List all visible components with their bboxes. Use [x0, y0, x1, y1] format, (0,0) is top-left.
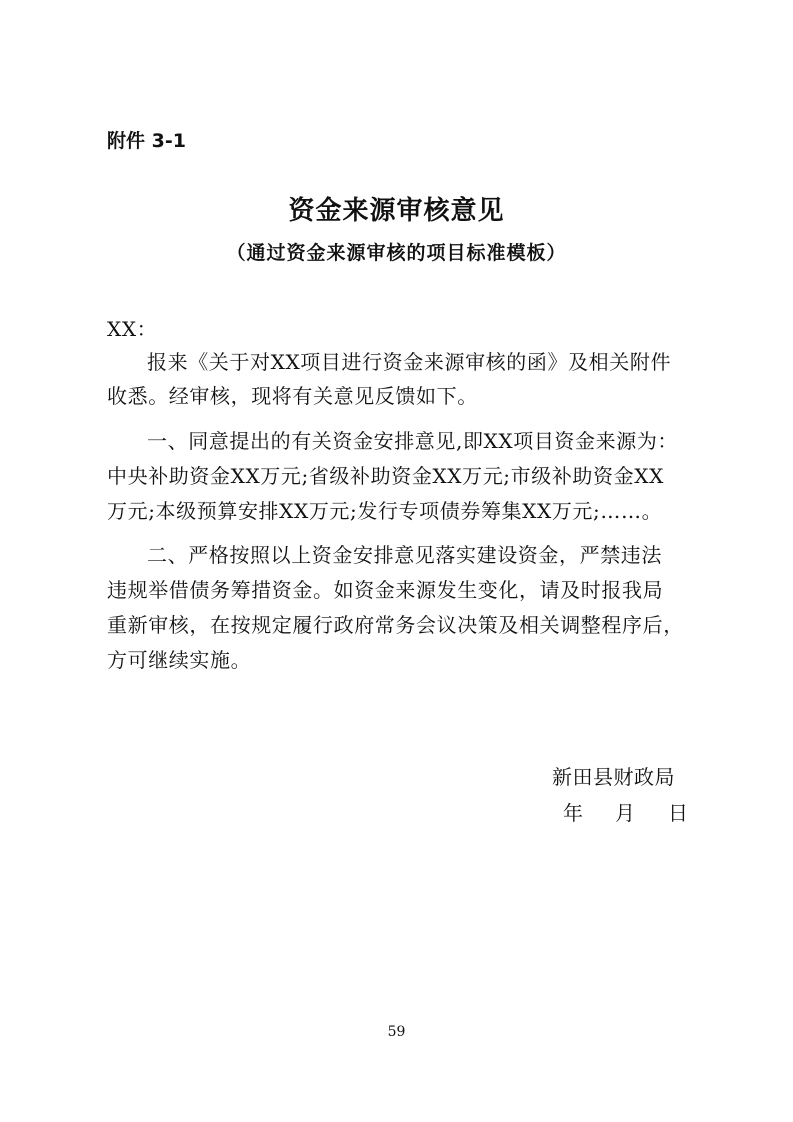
attachment-label: 附件 3-1: [107, 130, 186, 152]
body-line: 报来《关于对XX项目进行资金来源审核的函》及相关附件: [147, 350, 672, 374]
body-line: 方可继续实施。: [107, 648, 252, 672]
date-year: 年: [563, 801, 584, 825]
date-month: 月: [615, 801, 636, 825]
issuer-name: 新田县财政局: [552, 765, 675, 789]
page-number: 59: [387, 1024, 406, 1040]
document-subtitle: （通过资金来源审核的项目标准模板）: [226, 242, 567, 264]
body-line: 一、同意提出的有关资金安排意见,即XX项目资金来源为：: [147, 429, 679, 453]
document-title: 资金来源审核意见: [288, 196, 505, 226]
addressee: XX：: [107, 317, 158, 341]
body-line: 收悉。经审核，现将有关意见反馈如下。: [107, 384, 478, 408]
body-line: 重新审核，在按规定履行政府常务会议决策及相关调整程序后，: [107, 613, 684, 637]
body-line: 二、严格按照以上资金安排意见落实建设资金，严禁违法: [147, 543, 662, 567]
body-line: 中央补助资金XX万元;省级补助资金XX万元;市级补助资金XX: [107, 464, 664, 488]
body-line: 违规举借债务筹措资金。如资金来源发生变化，请及时报我局: [107, 578, 664, 602]
body-line: 万元;本级预算安排XX万元;发行专项债券筹集XX万元;……。: [107, 499, 663, 523]
date-day: 日: [668, 801, 689, 825]
